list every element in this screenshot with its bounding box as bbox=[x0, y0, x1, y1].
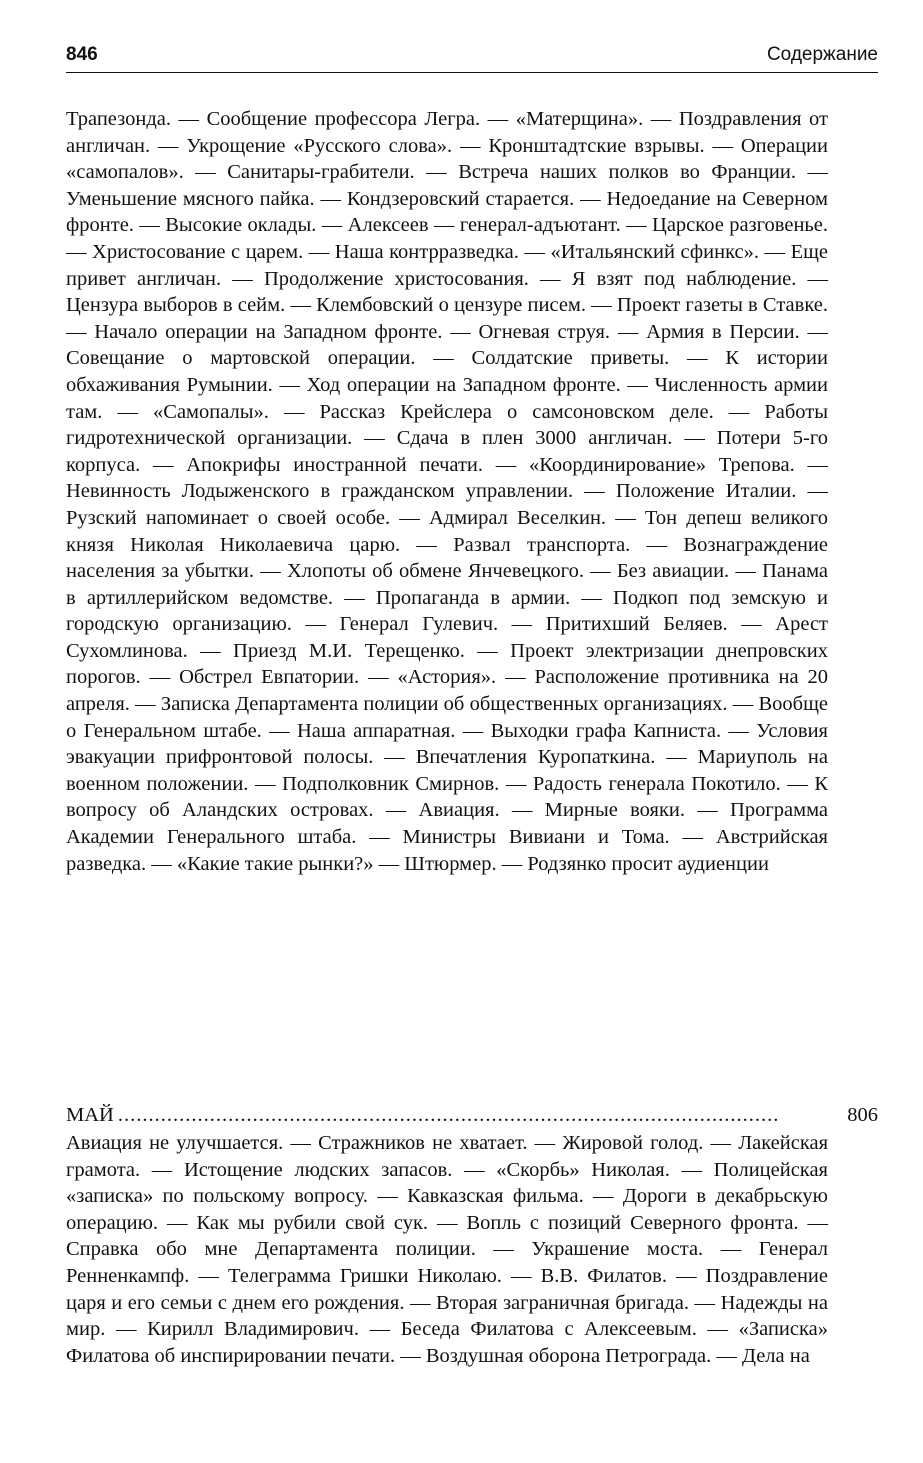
running-head: Содержание bbox=[766, 44, 878, 65]
page-header bbox=[66, 40, 878, 74]
header-rule bbox=[66, 72, 878, 73]
toc-entry-summary: Трапезонда. — Сообщение профессора Легра. — «Матерщина». — Поздравления от англичан. — Укрощение «Русского слова». — Кронштадтские взрывы. — Операции «самопалов». — Санитары-грабители. — Встреча наших полков во Франции. — Уменьшение мясного пайка. — Кондзеровский старается. — Недоедание на Северном фронте. — Высокие оклады. — Алексеев — генерал-адъютант. — Царское разговенье. — Христосование с царем. — Наша контрразведка. — «Итальянский сфинкс». — Еще привет англичан. — Продолжение христосования. — Я взят под наблюдение. — Цензура выборов в сейм. — Клембовский о цензуре писем. — Проект газеты в Ставке. — Начало операции на Западном фронте. — Огневая струя. — Армия в Персии. — Совещание о мартовской операции. — Солдатские приветы. — К истории обхаживания Румынии. — Ход операции на Западном фронте. — Численность армии там. — «Самопалы». — Рассказ Крейслера о самсоновском деле. — Работы гидротехнической организации. — Сдача в плен 3000 англичан. — Потери 5-го корпуса. — Апокрифы иностранной печати. — «Координирование» Трепова. — Невинность Лодыженского в гражданском управлении. — Положение Италии. — Рузский напоминает о своей особе. — Адмирал Веселкин. — Тон депеш великого князя Николая Николаевича царю. — Развал транспорта. — Вознаграждение населения за убытки. — Хлопоты об обмене Янчевецкого. — Без авиации. — Панама в артиллерийском ведомстве. — Пропаганда в армии. — Подкоп под земскую и городскую организацию. — Генерал Гулевич. — Притихший Беляев. — Арест Сухомлинова. — Приезд М.И. Терещенко. — Проект электризации днепровских порогов. — Обстрел Евпатории. — «Астория». — Расположение противника на 20 апреля. — Записка Департамента полиции об общественных организациях. — Вообще о Генеральном штабе. — Наша аппаратная. — Выходки графа Капниста. — Условия эвакуации прифронтовой полосы. — Впечатления Куропаткина. — Мариуполь на военном положении. — Подполковник Смирнов. — Радость генерала Покотило. — К вопросу об Аландских островах. — Авиация. — Мирные вояки. — Программа Академии Генерального штаба. — Министры Вивиани и Тома. — Австрийская разведка. — «Какие такие рынки?» — Штюрмер. — Родзянко просит аудиенции bbox=[66, 108, 828, 875]
toc-entry-summary: Авиация не улучшается. — Стражников не хватает. — Жировой голод. — Лакейская грамота. — Истощение людских запасов. — «Скорбь» Николая. — Полицейская «записка» по польскому вопросу. — Кавказская фильма. — Дороги в декабрьскую операцию. — Как мы рубили свой сук. — Вопль с позиций Северного фронта. — Справка обо мне Департамента полиции. — Украшение моста. — Генерал Ренненкампф. — Телеграмма Гришки Николаю. — В.В. Филатов. — Поздравление царя и его семьи с днем его рождения. — Вторая заграничная бригада. — Надежды на мир. — Кирилл Владимирович. — Беседа Филатова с Алексеевым. — «Записка» Филатова об инспирировании печати. — Воздушная оборона Петрограда. — Дела на bbox=[66, 1132, 828, 1367]
toc-leader-dots: ............................................................................................................ bbox=[117, 1104, 780, 1126]
toc-entry-title: МАЙ bbox=[66, 1104, 114, 1126]
toc-continuation bbox=[66, 106, 828, 877]
toc-entry-may bbox=[66, 1102, 878, 1130]
toc-entry-page: 806 bbox=[847, 1104, 878, 1126]
toc-section-may bbox=[66, 1130, 828, 1369]
page-number: 846 bbox=[66, 44, 98, 65]
